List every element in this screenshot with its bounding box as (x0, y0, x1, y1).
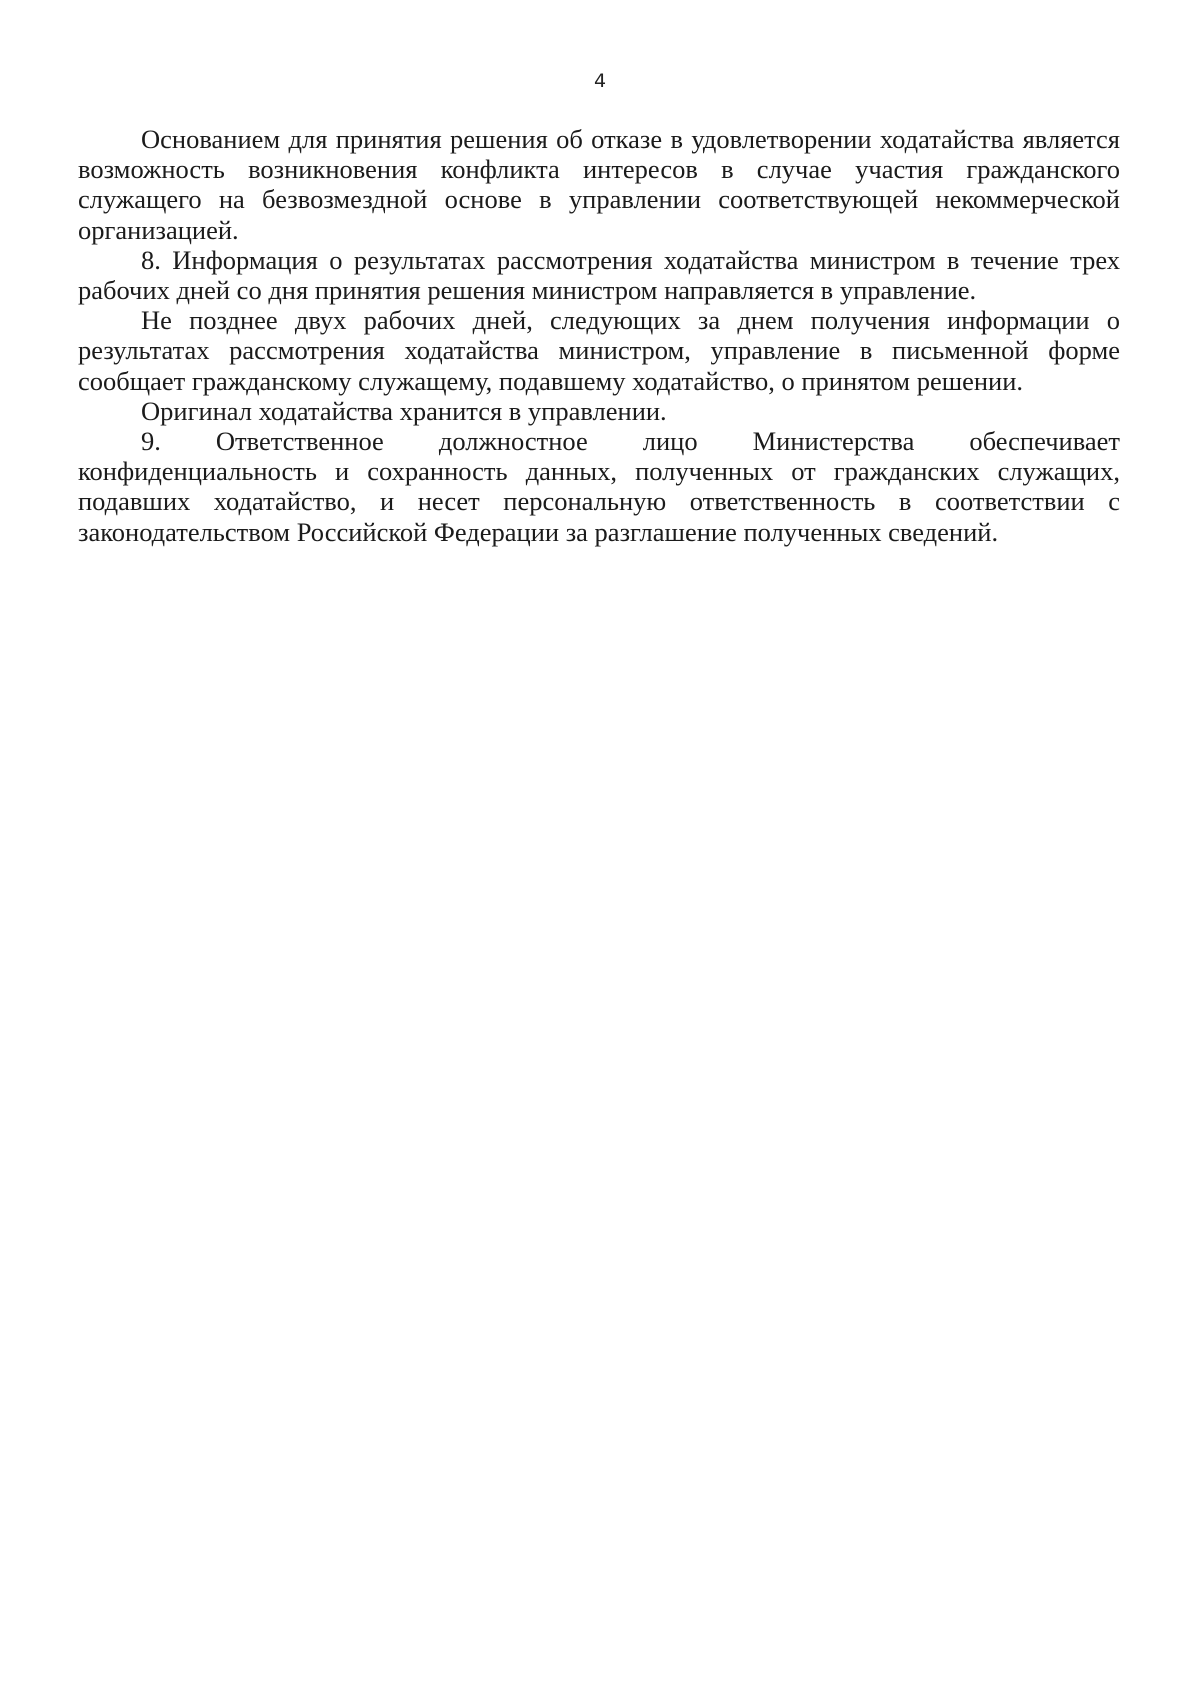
document-body (78, 124, 1120, 547)
paragraph-item-8: 8. Информация о результатах рассмотрения ходатайства министром в течение трех рабочих дней со дня принятия решения министром направляется в управление. (78, 244, 1120, 306)
paragraph-refusal-grounds: Основанием для принятия решения об отказе в удовлетворении ходатайства является возможность возникновения конфликта интересов в случае участия гражданского служащего на безвозмездной основе в управлении соответствующей некоммерческой организацией. (78, 124, 1120, 245)
paragraph-notification: Не позднее двух рабочих дней, следующих за днем получения информации о результатах рассмотрения ходатайства министром, управление в письменной форме сообщает гражданскому служащему, подавшему ходатайство, о принятом решении. (78, 305, 1120, 396)
page-number: 4 (593, 70, 607, 92)
paragraph-item-9: 9. Ответственное должностное лицо Министерства обеспечивает конфиденциальность и сохранность данных, полученных от гражданских служащих, подавших ходатайство, и несет персональную ответственность в соответствии с законодательством Российской Федерации за разглашение полученных сведений. (78, 426, 1120, 547)
paragraph-original-storage: Оригинал ходатайства хранится в управлении. (141, 395, 667, 426)
